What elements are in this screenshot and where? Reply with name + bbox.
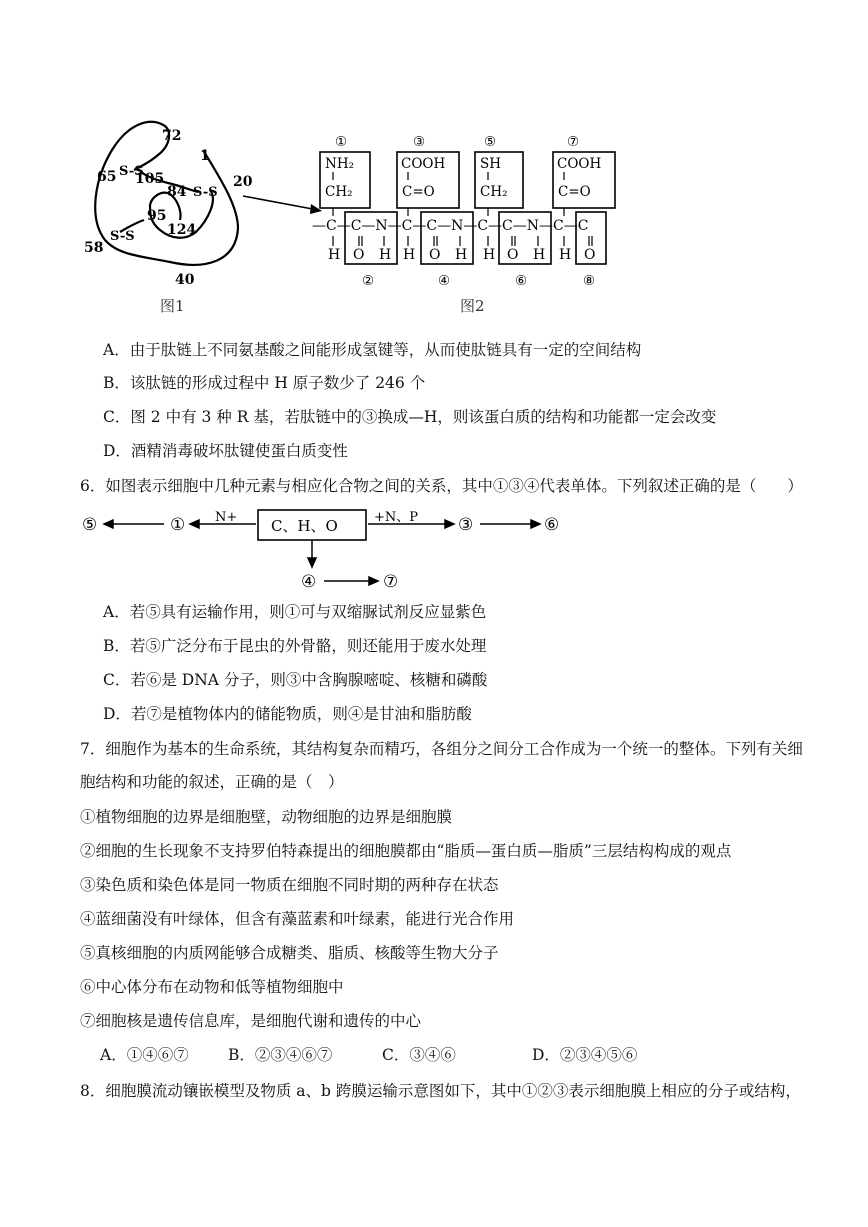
r7-bottom: C=O bbox=[558, 184, 591, 200]
node-1: ① bbox=[170, 515, 186, 535]
q7-option-c[interactable]: C．③④⑥ bbox=[382, 1046, 456, 1064]
label-40: 40 bbox=[175, 272, 195, 288]
ss-bond-1: S-S bbox=[119, 164, 144, 179]
svg-text:H: H bbox=[403, 247, 416, 263]
q7-statement-5: ⑤真核细胞的内质网能够合成糖类、脂质、核酸等生物大分子 bbox=[80, 944, 499, 962]
label-20: 20 bbox=[233, 174, 253, 190]
q6-option-d[interactable]: D．若⑦是植物体内的储能物质，则④是甘油和脂肪酸 bbox=[103, 705, 472, 723]
circle-2: ② bbox=[362, 273, 375, 289]
q7-statement-3: ③染色质和染色体是同一物质在细胞不同时期的两种存在状态 bbox=[80, 876, 499, 894]
q5-option-c[interactable]: C．图 2 中有 3 种 R 基，若肽链中的③换成—H，则该蛋白质的结构和功能都一定会改变 bbox=[103, 408, 717, 426]
svg-text:—C—C—N—C—C—N—C—C—N—C—C: —C—C—N—C—C—N—C—C—N—C—C bbox=[312, 218, 589, 234]
q6-option-c[interactable]: C．若⑥是 DNA 分子，则③中含胸腺嘧啶、核糖和磷酸 bbox=[103, 671, 488, 689]
r5-top: SH bbox=[480, 156, 502, 172]
svg-text:O: O bbox=[429, 247, 441, 263]
right-arrow-label: +N、P bbox=[374, 510, 419, 525]
q5-option-d[interactable]: D．酒精消毒破坏肽键使蛋白质变性 bbox=[103, 442, 348, 460]
figure1-labels bbox=[84, 128, 253, 288]
svg-text:O: O bbox=[353, 247, 365, 263]
q7-statement-2: ②细胞的生长现象不支持罗伯特森提出的细胞膜都由“脂质—蛋白质—脂质”三层结构构成的观点 bbox=[80, 842, 732, 860]
svg-text:H: H bbox=[328, 247, 341, 263]
left-arrow-label: N+ bbox=[215, 510, 238, 525]
ss-bond-2: S-S bbox=[193, 185, 218, 200]
node-7: ⑦ bbox=[383, 572, 399, 592]
svg-text:H: H bbox=[533, 247, 546, 263]
circle-7: ⑦ bbox=[567, 134, 580, 150]
node-4: ④ bbox=[301, 572, 317, 592]
q7-option-a[interactable]: A．①④⑥⑦ bbox=[100, 1046, 189, 1064]
q6-element-compound-diagram bbox=[78, 505, 578, 595]
label-124: 124 bbox=[167, 222, 197, 238]
q7-statement-4: ④蓝细菌没有叶绿体，但含有藻蓝素和叶绿素，能进行光合作用 bbox=[80, 910, 515, 928]
q7-option-b[interactable]: B．②③④⑥⑦ bbox=[228, 1046, 333, 1064]
r7-top: COOH bbox=[557, 156, 602, 172]
r1-bottom: CH₂ bbox=[325, 184, 353, 200]
arrow-fig1-to-fig2 bbox=[243, 196, 322, 214]
svg-text:O: O bbox=[584, 247, 596, 263]
figure2-caption: 图2 bbox=[460, 297, 485, 315]
q7-option-d[interactable]: D．②③④⑤⑥ bbox=[532, 1046, 638, 1064]
q7-statement-7: ⑦细胞核是遗传信息库，是细胞代谢和遗传的中心 bbox=[80, 1012, 422, 1030]
node-3: ③ bbox=[458, 515, 474, 535]
q7-stem-line2: 胞结构和功能的叙述，正确的是（ ） bbox=[80, 773, 344, 791]
label-105: 105 bbox=[135, 171, 165, 187]
label-95: 95 bbox=[147, 208, 167, 224]
center-label: C、H、O bbox=[271, 517, 338, 535]
r3-bottom: C=O bbox=[402, 184, 435, 200]
label-72: 72 bbox=[162, 128, 182, 144]
node-6: ⑥ bbox=[544, 515, 560, 535]
r5-bottom: CH₂ bbox=[480, 184, 508, 200]
svg-text:H: H bbox=[379, 247, 392, 263]
ss-bond-3: S-S bbox=[110, 229, 135, 244]
q5-option-b[interactable]: B．该肽链的形成过程中 H 原子数少了 246 个 bbox=[103, 374, 426, 392]
circle-3: ③ bbox=[413, 134, 426, 150]
q5-option-a[interactable]: A．由于肽链上不同氨基酸之间能形成氢键等，从而使肽链具有一定的空间结构 bbox=[103, 341, 642, 359]
circle-4: ④ bbox=[438, 273, 451, 289]
protein-structure-figure bbox=[0, 0, 868, 330]
figure2-peptide-chain bbox=[312, 134, 615, 289]
q7-statement-6: ⑥中心体分布在动物和低等植物细胞中 bbox=[80, 978, 344, 996]
figure1-caption: 图1 bbox=[160, 297, 185, 315]
label-65: 65 bbox=[97, 169, 117, 185]
q7-options-row bbox=[100, 1044, 800, 1066]
q6-stem: 6．如图表示细胞中几种元素与相应化合物之间的关系，其中①③④代表单体。下列叙述正确的是（ ） bbox=[80, 477, 803, 495]
svg-text:H: H bbox=[455, 247, 468, 263]
q7-stem-line1: 7．细胞作为基本的生命系统，其结构复杂而精巧，各组分之间分工合作成为一个统一的整体。下列有关细 bbox=[80, 740, 803, 758]
circle-5: ⑤ bbox=[484, 134, 497, 150]
circle-1: ① bbox=[335, 134, 348, 150]
svg-text:H: H bbox=[559, 247, 572, 263]
label-58: 58 bbox=[84, 240, 104, 256]
q6-option-b[interactable]: B．若⑤广泛分布于昆虫的外骨骼，则还能用于废水处理 bbox=[103, 637, 487, 655]
circle-6: ⑥ bbox=[515, 273, 528, 289]
q7-statement-1: ①植物细胞的边界是细胞壁，动物细胞的边界是细胞膜 bbox=[80, 808, 453, 826]
circle-8: ⑧ bbox=[583, 273, 596, 289]
label-84: 84 bbox=[167, 184, 187, 200]
q8-stem: 8．细胞膜流动镶嵌模型及物质 a、b 跨膜运输示意图如下，其中①②③表示细胞膜上相应的分子或结构， bbox=[80, 1082, 801, 1100]
svg-text:O: O bbox=[507, 247, 519, 263]
node-5: ⑤ bbox=[82, 515, 98, 535]
r3-top: COOH bbox=[401, 156, 446, 172]
label-1: 1 bbox=[200, 148, 210, 164]
svg-text:H: H bbox=[483, 247, 496, 263]
r1-top: NH₂ bbox=[325, 156, 354, 172]
q6-option-a[interactable]: A．若⑤具有运输作用，则①可与双缩脲试剂反应显紫色 bbox=[103, 603, 487, 621]
